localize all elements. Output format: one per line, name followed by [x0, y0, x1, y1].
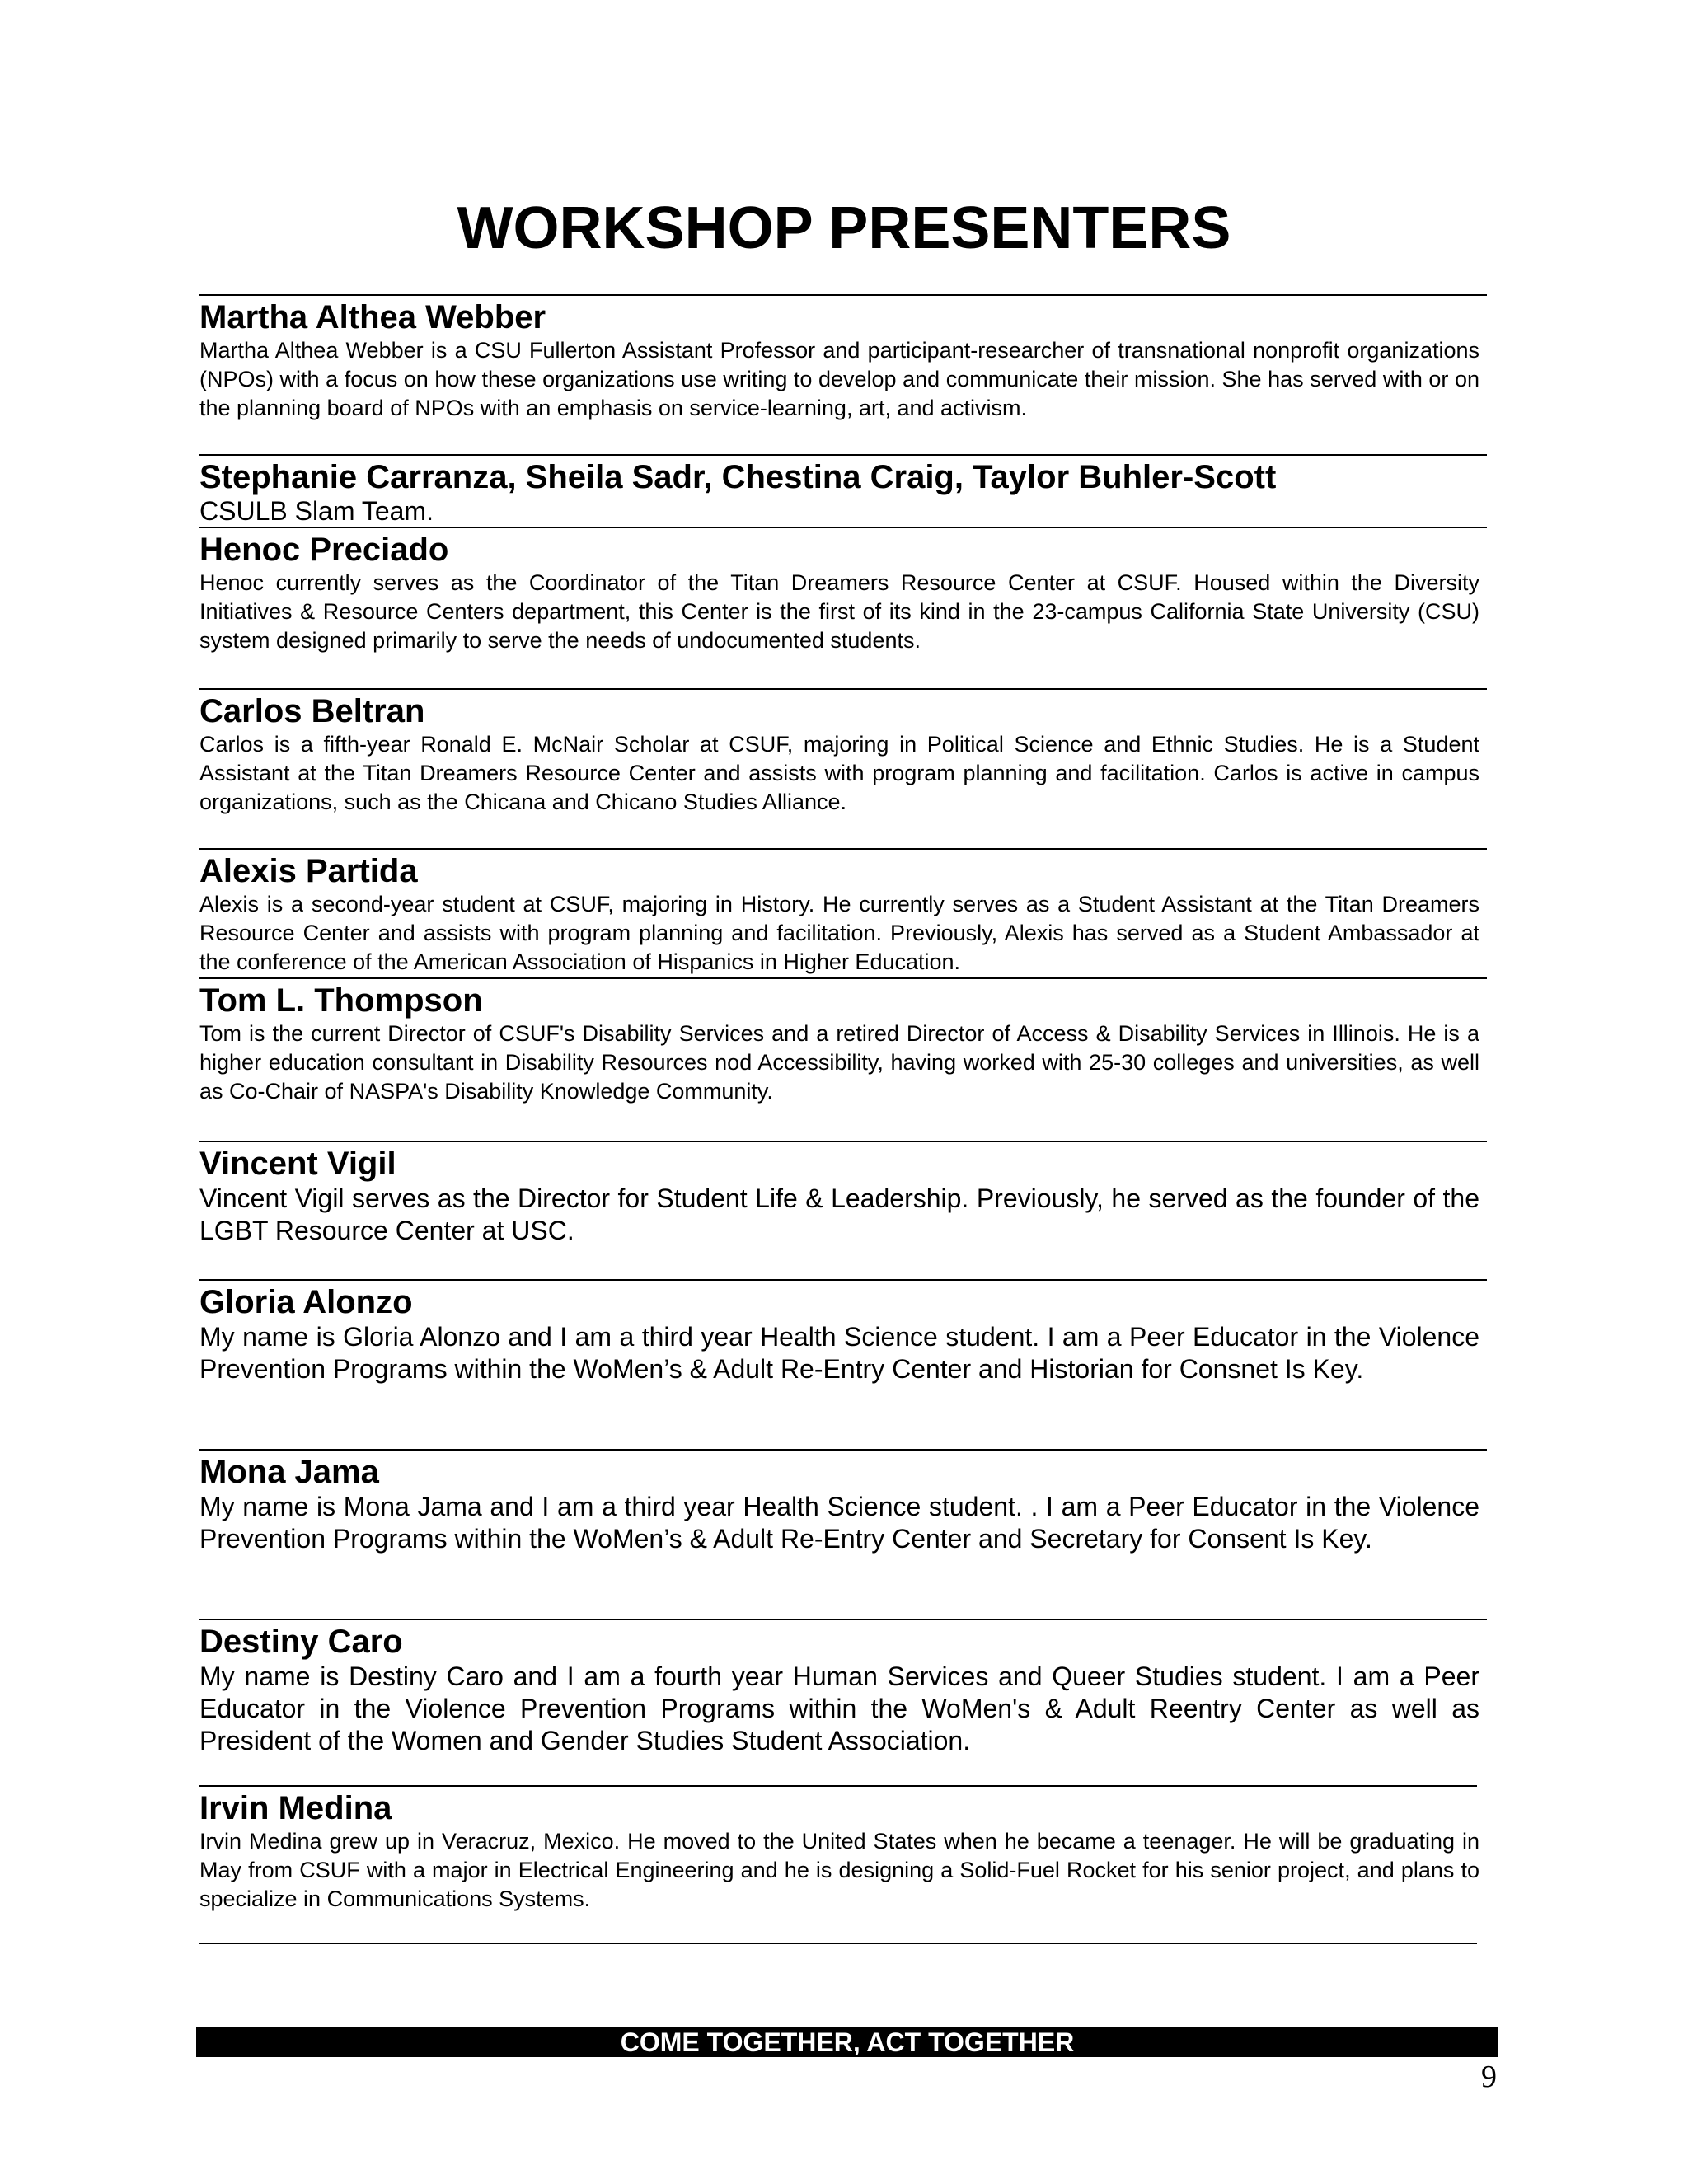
- presenter-bio: Alexis is a second-year student at CSUF, majoring in History. He currently serves as a Student Assistant at the Titan Dreamers Resource Center and assists with program planning and facilitation. Previously, Alexis has served as a Student Ambassador at the conference of the American Association of Hispanics in Higher Education.: [199, 892, 1479, 974]
- presenter-name: Mona Jama: [199, 1454, 379, 1490]
- presenter-name: Carlos Beltran: [199, 693, 425, 729]
- presenter-bio: Irvin Medina grew up in Veracruz, Mexico. He moved to the United States when he became a teenager. He will be graduating in May from CSUF with a major in Electrical Engineering and he is designing a Solid-Fuel Rocket for his senior project, and plans to specialize in Communications Systems.: [199, 1829, 1479, 1911]
- presenter-bio: Henoc currently serves as the Coordinator of the Titan Dreamers Resource Center at CSUF. Housed within the Diversity Initiatives & Resource Centers department, this Center is the first of its kind in the 23-campus California State University (CSU) system designed primarily to serve the needs of undocumented students.: [199, 570, 1479, 653]
- section-divider: [199, 977, 1487, 979]
- section-divider: [199, 294, 1487, 296]
- presenter-bio: My name is Mona Jama and I am a third year Health Science student. . I am a Peer Educator in the Violence Prevention Programs within the WoMen’s & Adult Re-Entry Center and Secretary for Consent Is Key.: [199, 1492, 1479, 1554]
- section-divider: [199, 1141, 1487, 1142]
- section-divider: [199, 1943, 1477, 1944]
- presenter-entry: [199, 852, 1479, 977]
- presenter-name: Destiny Caro: [199, 1624, 403, 1660]
- presenter-name: Vincent Vigil: [199, 1146, 396, 1182]
- section-divider: [199, 454, 1487, 456]
- presenter-entry: [199, 692, 1479, 817]
- presenter-entry: [199, 1453, 1479, 1555]
- presenter-entry: [199, 1623, 1479, 1757]
- section-divider: [199, 1279, 1487, 1281]
- presenter-bio: My name is Destiny Caro and I am a fourth year Human Services and Queer Studies student. I am a Peer Educator in the Violence Prevention Programs within the WoMen's & Adult Reentry Center as well as President of the Women and Gender Studies Student Association.: [199, 1661, 1479, 1755]
- presenter-bio: Vincent Vigil serves as the Director for Student Life & Leadership. Previously, he served as the founder of the LGBT Resource Center at USC.: [199, 1183, 1479, 1245]
- presenter-bio: CSULB Slam Team.: [199, 496, 434, 526]
- presenter-entry: [199, 458, 1479, 526]
- presenter-entry: [199, 1789, 1479, 1914]
- presenter-name: Alexis Partida: [199, 853, 418, 889]
- page-number: 9: [1481, 2060, 1497, 2094]
- presenter-entry: [199, 298, 1479, 423]
- presenter-name: Stephanie Carranza, Sheila Sadr, Chestina Craig, Taylor Buhler-Scott: [199, 459, 1277, 495]
- presenter-name: Martha Althea Webber: [199, 299, 546, 335]
- presenter-entry: [199, 1145, 1479, 1247]
- presenter-bio: Tom is the current Director of CSUF's Disability Services and a retired Director of Access & Disability Services in Illinois. He is a higher education consultant in Disability Resources nod Accessibility, having worked with 25-30 colleges and universities, as well as Co-Chair of NASPA's Disability Knowledge Community.: [199, 1021, 1479, 1104]
- presenter-name: Irvin Medina: [199, 1790, 392, 1826]
- presenter-entry: [199, 1283, 1479, 1385]
- presenter-entry: [199, 982, 1479, 1106]
- section-divider: [199, 1449, 1487, 1451]
- footer-banner: COME TOGETHER, ACT TOGETHER: [196, 2027, 1498, 2057]
- presenter-name: Henoc Preciado: [199, 532, 449, 568]
- section-divider: [199, 1785, 1477, 1787]
- presenter-name: Gloria Alonzo: [199, 1284, 413, 1320]
- section-divider: [199, 688, 1487, 690]
- section-divider: [199, 848, 1487, 850]
- presenter-bio: My name is Gloria Alonzo and I am a third year Health Science student. I am a Peer Educator in the Violence Prevention Programs within the WoMen’s & Adult Re-Entry Center and Historian for Consnet Is Key.: [199, 1322, 1479, 1384]
- page-title: WORKSHOP PRESENTERS: [457, 195, 1231, 261]
- presenter-bio: Martha Althea Webber is a CSU Fullerton Assistant Professor and participant-researcher of transnational nonprofit organizations (NPOs) with a focus on how these organizations use writing to develop and communicate their mission. She has served with or on the planning board of NPOs with an emphasis on service-learning, art, and activism.: [199, 338, 1479, 420]
- section-divider: [199, 1619, 1487, 1620]
- presenter-entry: [199, 531, 1479, 655]
- presenter-name: Tom L. Thompson: [199, 982, 483, 1019]
- section-divider: [199, 527, 1487, 528]
- presenter-bio: Carlos is a fifth-year Ronald E. McNair Scholar at CSUF, majoring in Political Science and Ethnic Studies. He is a Student Assistant at the Titan Dreamers Resource Center and assists with program planning and facilitation. Carlos is active in campus organizations, such as the Chicana and Chicano Studies Alliance.: [199, 732, 1479, 814]
